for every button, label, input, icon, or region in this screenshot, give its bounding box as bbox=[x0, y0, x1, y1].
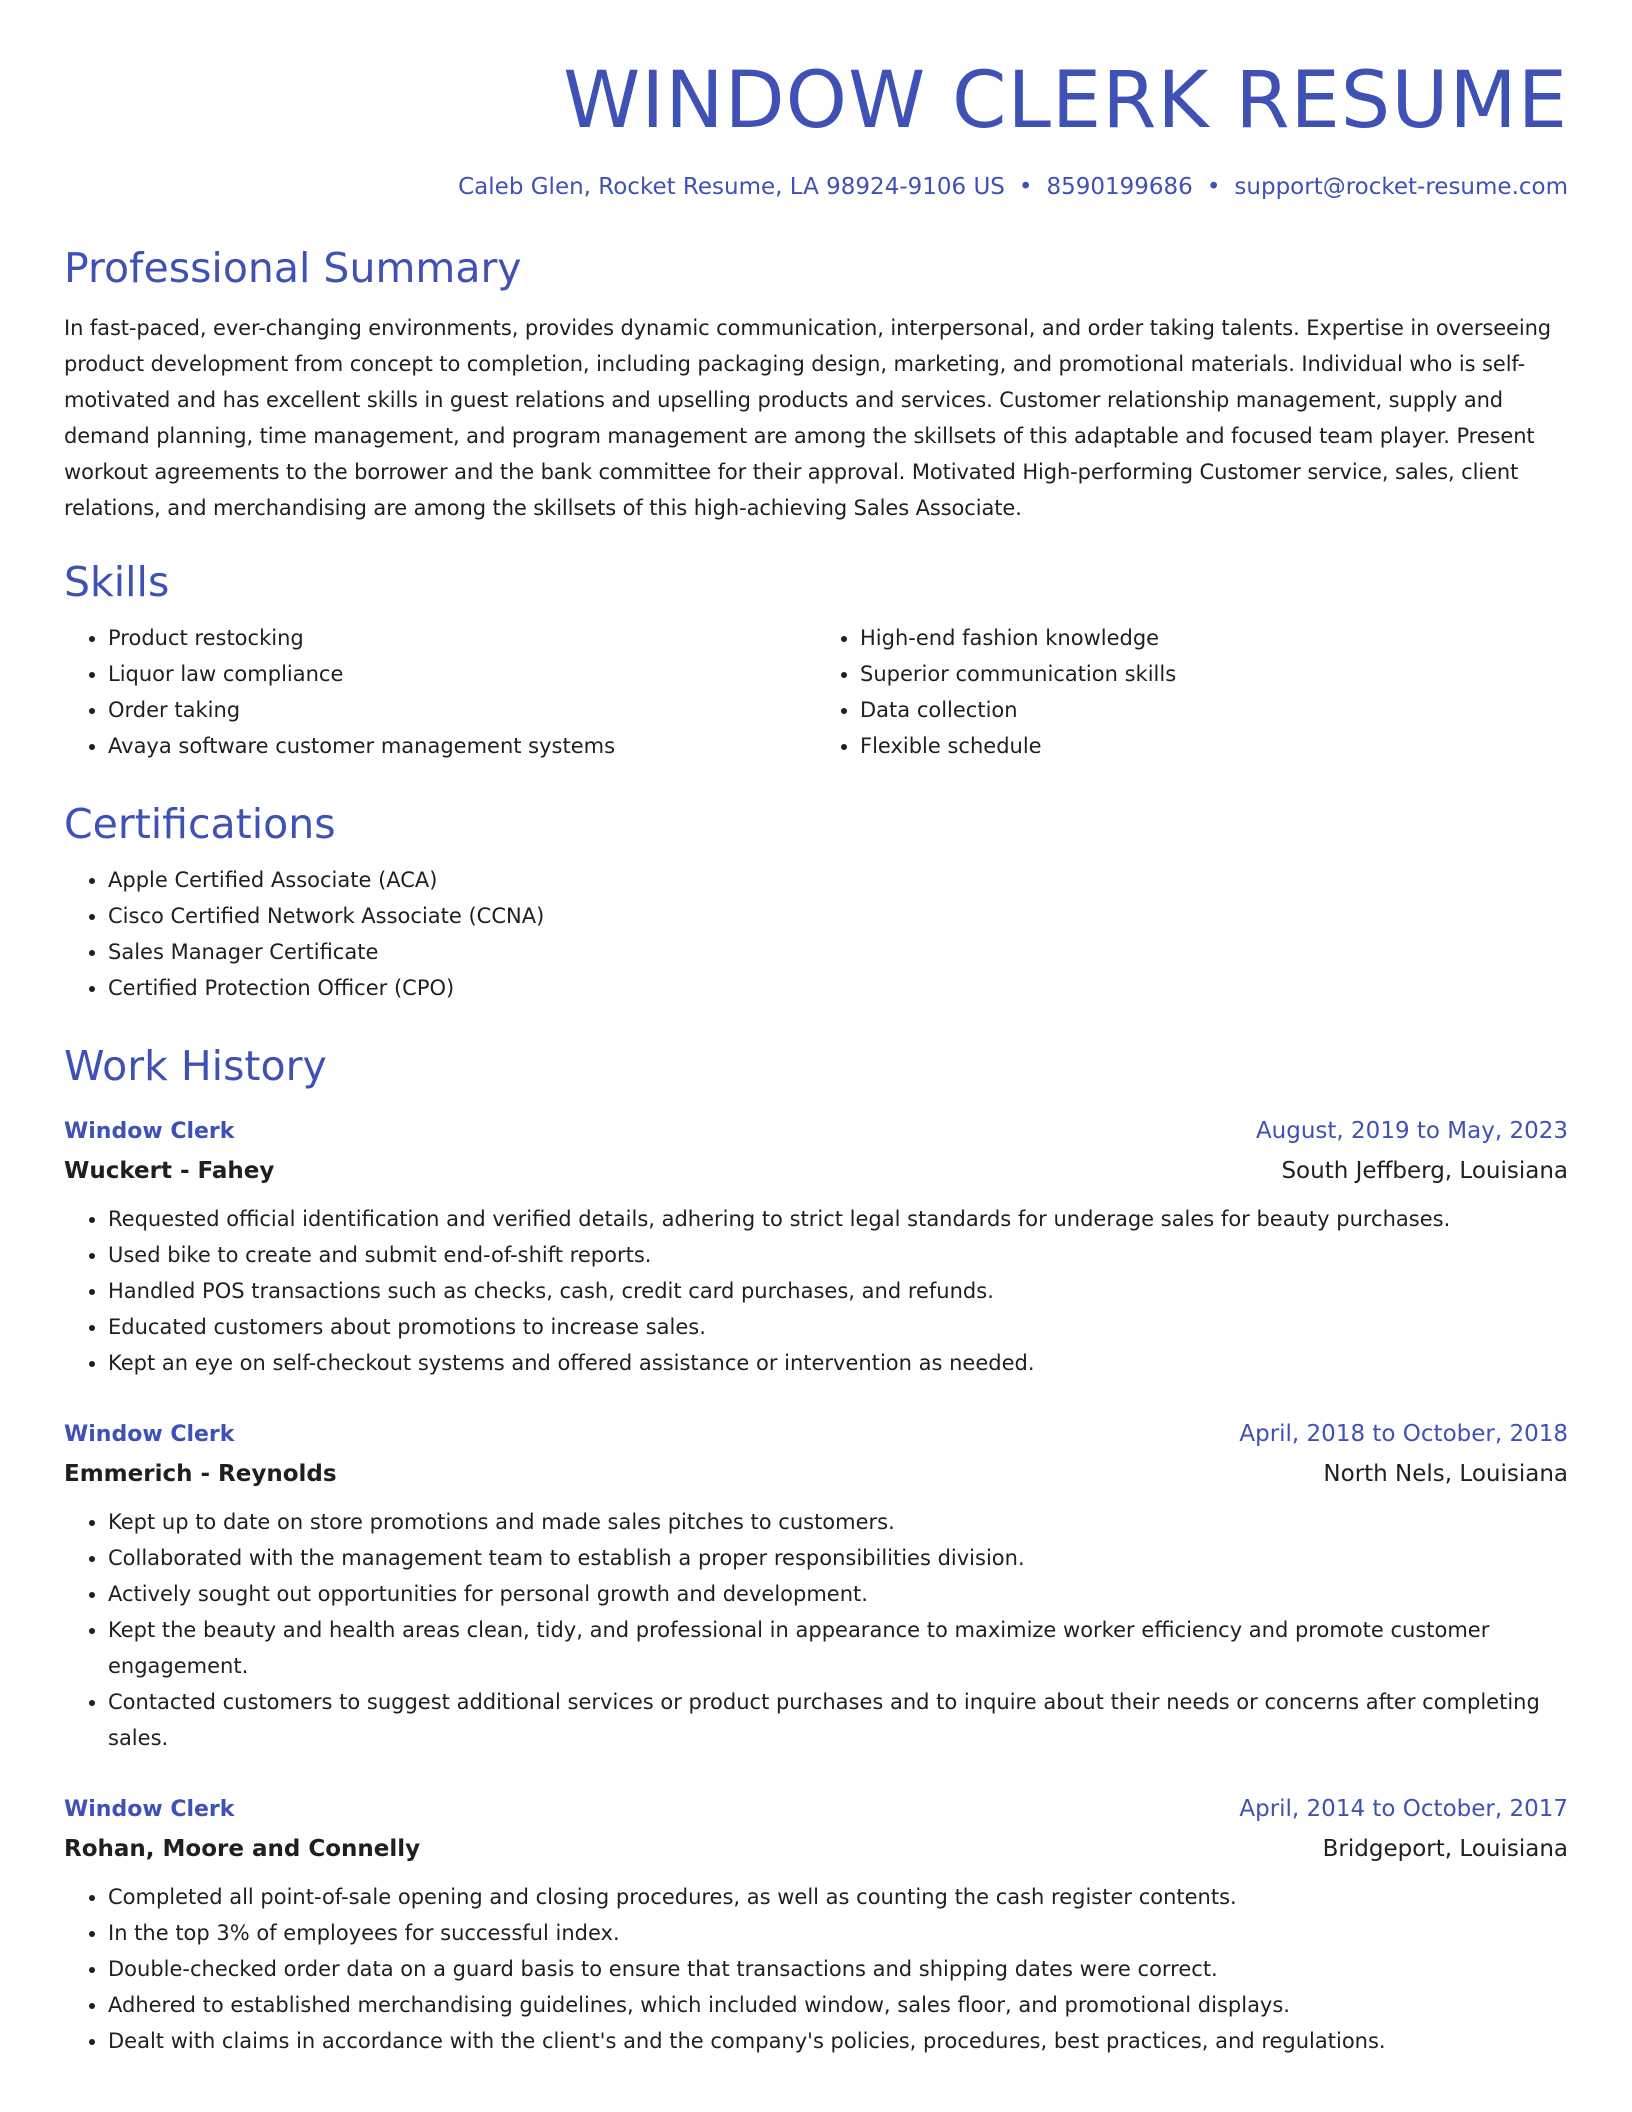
skill-item: • High-end fashion knowledge bbox=[860, 620, 1568, 656]
job-bullet: • Collaborated with the management team to establish a proper responsibilities division. bbox=[108, 1540, 1568, 1576]
job-bullets bbox=[64, 1879, 1568, 2059]
resume-page bbox=[64, 0, 1568, 2059]
job-bullet: • Double-checked order data on a guard basis to ensure that transactions and shipping dates were correct. bbox=[108, 1951, 1568, 1987]
job-bullets bbox=[64, 1201, 1568, 1381]
summary-text: In fast-paced, ever-changing environments, provides dynamic communication, interpersonal, and order taking talents. Expertise in overseeing product development from concept to completion, including packaging design, marketing, and promotional materials. Individual who is self-motivated and has excellent skills in guest relations and upselling products and services. Customer relationship management, supply and demand planning, time management, and program management are among the skillsets of this adaptable and focused team player. Present workout agreements to the borrower and the bank committee for their approval. Motivated High-performing Customer service, sales, client relations, and merchandising are among the skillsets of this high-achieving Sales Associate. bbox=[64, 316, 1552, 520]
job-entry bbox=[64, 1112, 1568, 1381]
job-bullet: • Used bike to create and submit end-of-shift reports. bbox=[108, 1237, 1568, 1273]
job-bullet: • In the top 3% of employees for successful index. bbox=[108, 1915, 1568, 1951]
job-title: Window Clerk bbox=[64, 1422, 235, 1447]
contact-phone: 8590199686 bbox=[1046, 174, 1193, 200]
skills-heading: Skills bbox=[64, 558, 170, 606]
job-bullet: • Adhered to established merchandising guidelines, which included window, sales floor, and promotional displays. bbox=[108, 1987, 1568, 2023]
job-bullet: • Kept the beauty and health areas clean, tidy, and professional in appearance to maximize worker efficiency and promote customer engagement. bbox=[108, 1612, 1568, 1684]
job-location: Bridgeport, Louisiana bbox=[1322, 1836, 1568, 1862]
job-bullet: • Handled POS transactions such as checks, cash, credit card purchases, and refunds. bbox=[108, 1273, 1568, 1309]
job-bullet: • Kept an eye on self-checkout systems and offered assistance or intervention as needed. bbox=[108, 1345, 1568, 1381]
job-company: Emmerich - Reynolds bbox=[64, 1461, 337, 1487]
certifications-list bbox=[64, 862, 1568, 1006]
job-bullet: • Actively sought out opportunities for personal growth and development. bbox=[108, 1576, 1568, 1612]
contact-separator: • bbox=[1206, 174, 1221, 200]
certification-item: • Cisco Certified Network Associate (CCNA) bbox=[108, 898, 1568, 934]
job-company: Rohan, Moore and Connelly bbox=[64, 1836, 421, 1862]
job-bullet: • Dealt with claims in accordance with the client's and the company's policies, procedures, best practices, and regulations. bbox=[108, 2023, 1568, 2059]
job-bullet: • Kept up to date on store promotions and made sales pitches to customers. bbox=[108, 1504, 1568, 1540]
certifications-heading: Certifications bbox=[64, 800, 336, 848]
skill-item: • Avaya software customer management systems bbox=[108, 728, 816, 764]
resume-title: WINDOW CLERK RESUME bbox=[563, 56, 1568, 146]
certification-item: • Apple Certified Associate (ACA) bbox=[108, 862, 1568, 898]
contact-line bbox=[64, 172, 1568, 202]
job-dates: April, 2014 to October, 2017 bbox=[1239, 1796, 1568, 1822]
summary-heading: Professional Summary bbox=[64, 244, 522, 292]
job-location: North Nels, Louisiana bbox=[1323, 1461, 1568, 1487]
work-history-heading: Work History bbox=[64, 1042, 327, 1090]
contact-separator: • bbox=[1018, 174, 1033, 200]
job-dates: April, 2018 to October, 2018 bbox=[1239, 1421, 1568, 1447]
job-bullets bbox=[64, 1504, 1568, 1756]
skill-item: • Superior communication skills bbox=[860, 656, 1568, 692]
job-bullet: • Educated customers about promotions to increase sales. bbox=[108, 1309, 1568, 1345]
job-company: Wuckert - Fahey bbox=[64, 1158, 275, 1184]
job-location: South Jeffberg, Louisiana bbox=[1281, 1158, 1568, 1184]
skill-item: • Order taking bbox=[108, 692, 816, 728]
certification-item: • Sales Manager Certificate bbox=[108, 934, 1568, 970]
skill-item: • Data collection bbox=[860, 692, 1568, 728]
certification-item: • Certified Protection Officer (CPO) bbox=[108, 970, 1568, 1006]
skills-column-left bbox=[64, 620, 816, 764]
job-bullet: • Completed all point-of-sale opening and closing procedures, as well as counting the cash register contents. bbox=[108, 1879, 1568, 1915]
contact-email: support@rocket-resume.com bbox=[1234, 174, 1568, 200]
skills-grid bbox=[64, 620, 1568, 764]
job-entry bbox=[64, 1790, 1568, 2059]
job-title: Window Clerk bbox=[64, 1119, 235, 1144]
job-bullet: • Contacted customers to suggest additional services or product purchases and to inquire about their needs or concerns after completing sales. bbox=[108, 1684, 1568, 1756]
skill-item: • Product restocking bbox=[108, 620, 816, 656]
skill-item: • Liquor law compliance bbox=[108, 656, 816, 692]
job-dates: August, 2019 to May, 2023 bbox=[1255, 1118, 1568, 1144]
contact-address: Caleb Glen, Rocket Resume, LA 98924-9106 US bbox=[458, 174, 1005, 200]
job-bullet: • Requested official identification and verified details, adhering to strict legal standards for underage sales for beauty purchases. bbox=[108, 1201, 1568, 1237]
skill-item: • Flexible schedule bbox=[860, 728, 1568, 764]
skills-column-right bbox=[816, 620, 1568, 764]
job-title: Window Clerk bbox=[64, 1797, 235, 1822]
job-entry bbox=[64, 1415, 1568, 1756]
